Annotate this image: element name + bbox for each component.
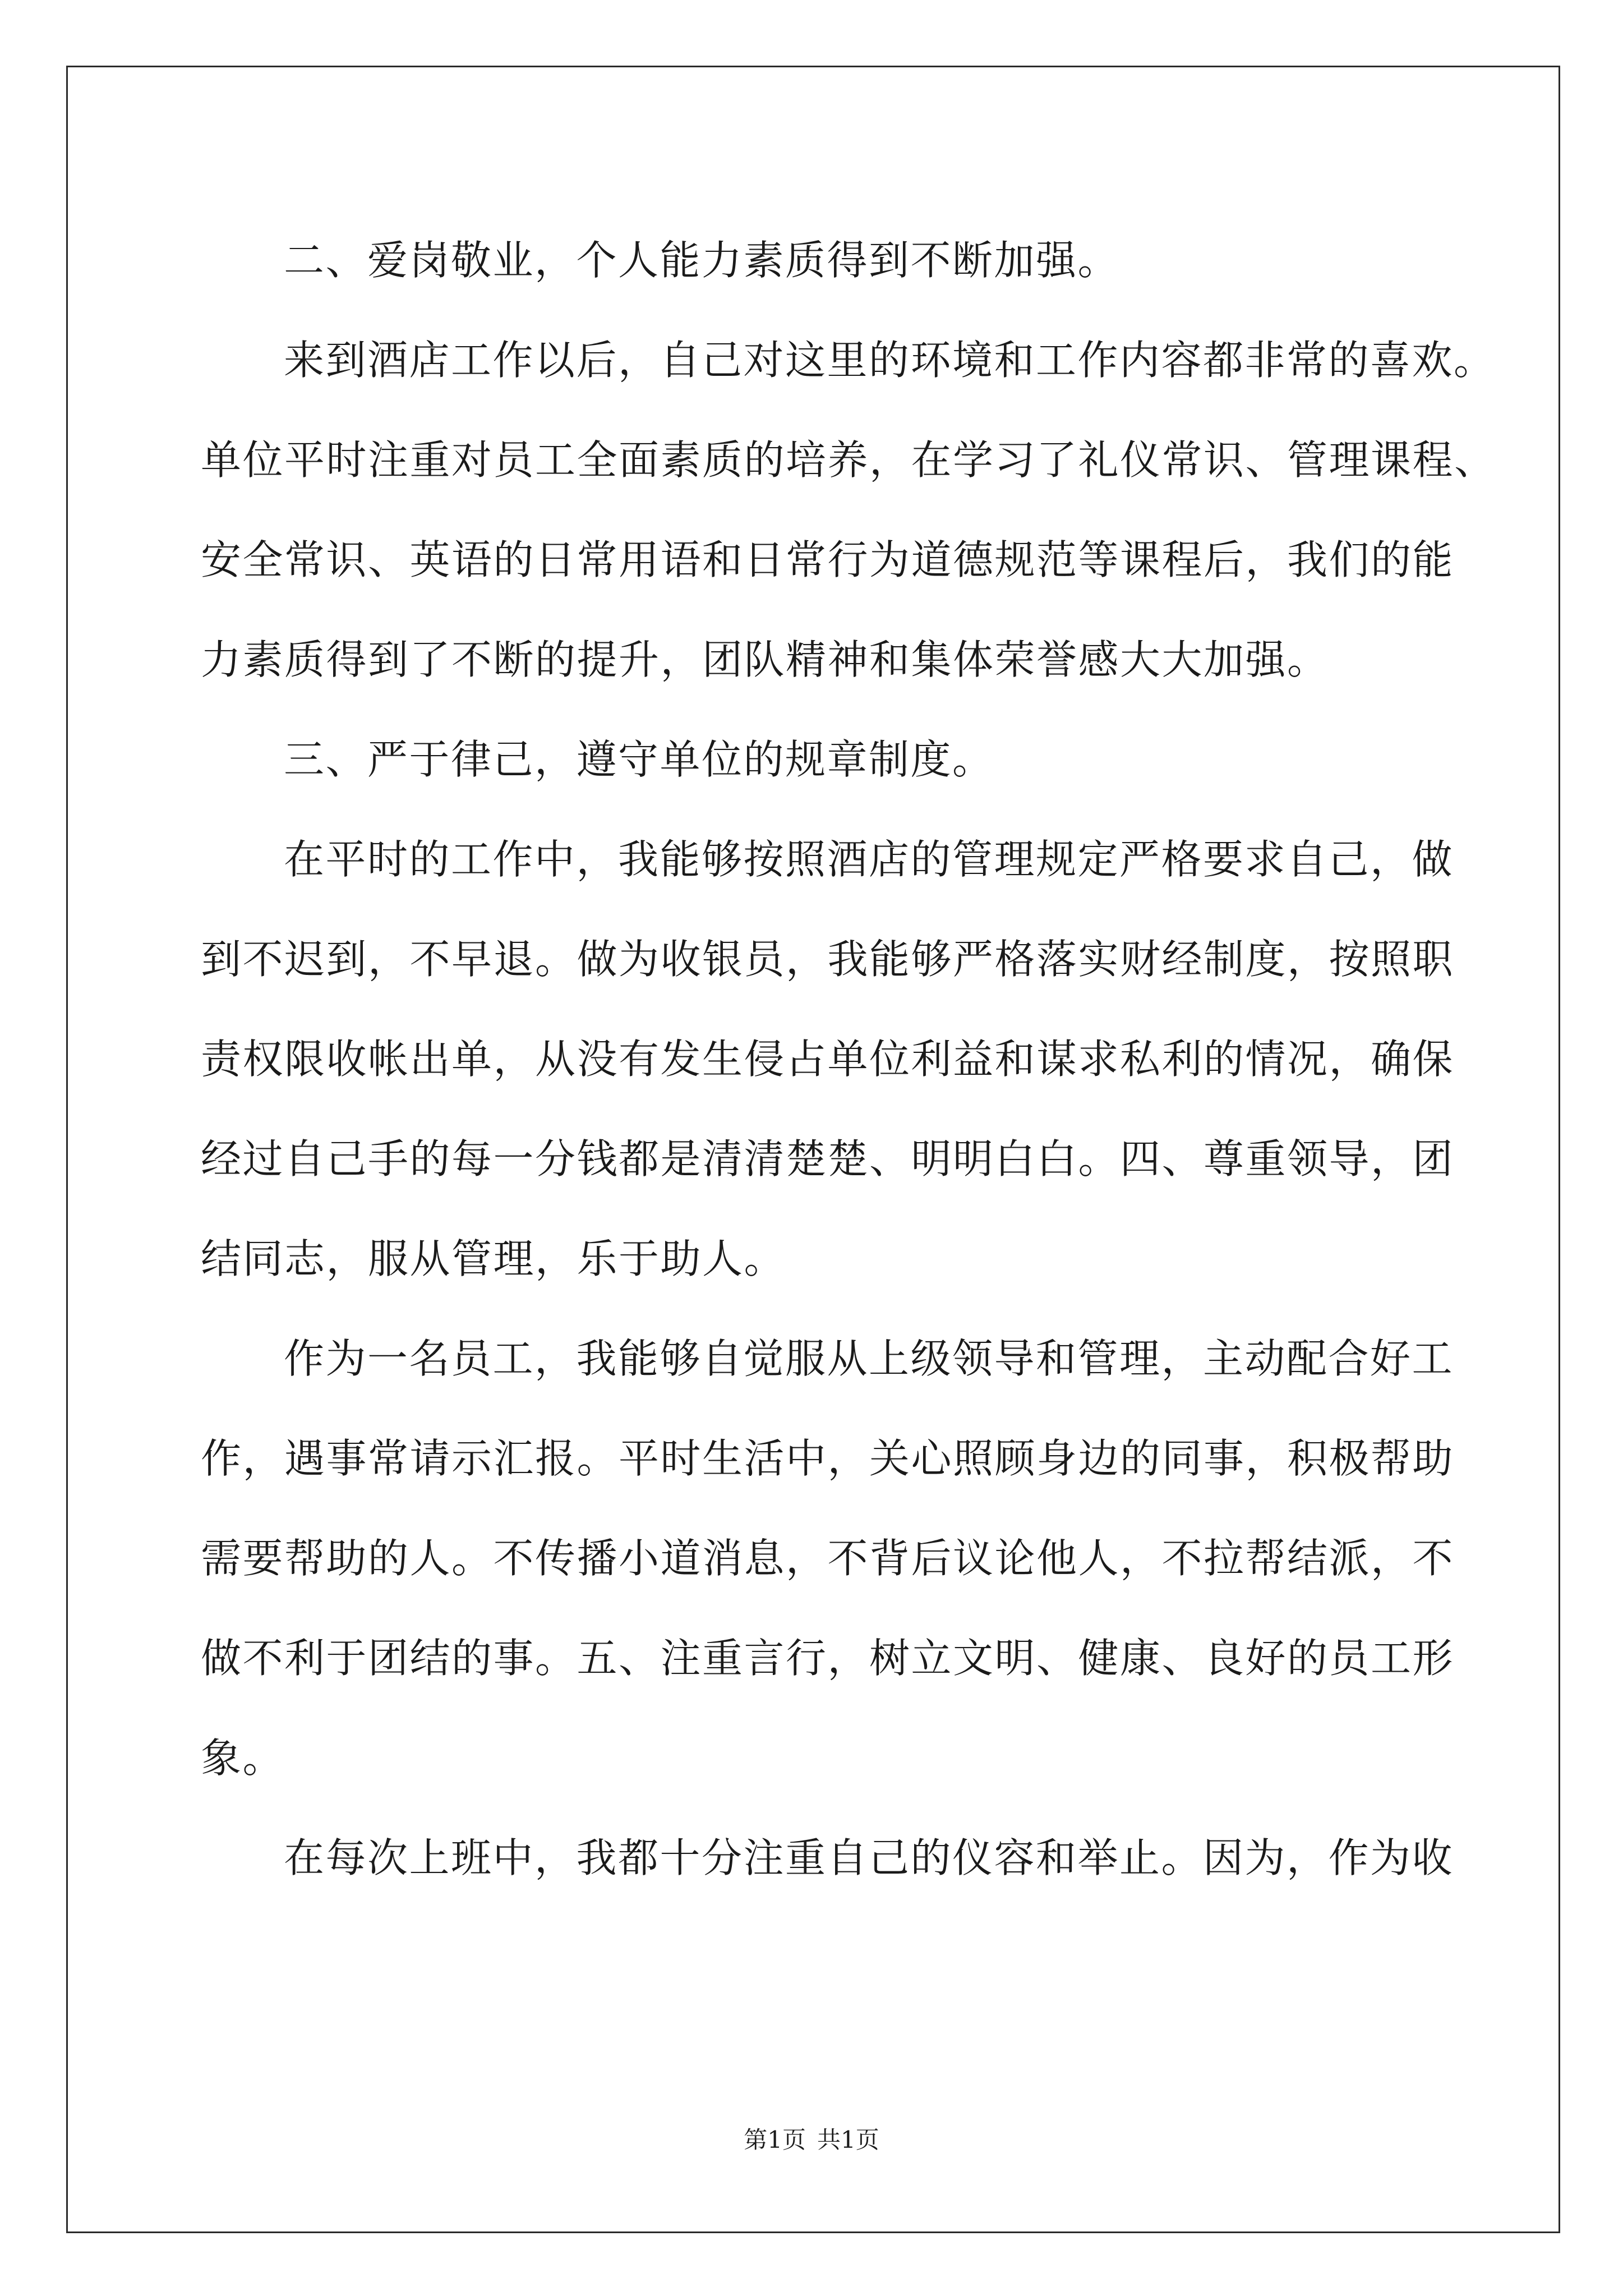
paragraph [201, 1309, 1455, 1808]
text-line: 三、严于律己，遵守单位的规章制度。 [284, 736, 994, 783]
text-line: 结同志，服从管理，乐于助人。 [201, 1235, 786, 1282]
text-line: 作为一名员工，我能够自觉服从上级领导和管理，主动配合好工 [284, 1335, 1454, 1382]
text-line: 单位平时注重对员工全面素质的培养，在学习了礼仪常识、管理课程、 [201, 436, 1496, 484]
text-line: 二、爱岗敬业，个人能力素质得到不断加强。 [284, 237, 1120, 284]
page-number: 第1页 [744, 2126, 806, 2154]
text-line: 在每次上班中，我都十分注重自己的仪容和举止。因为，作为收 [284, 1834, 1454, 1881]
paragraph [201, 809, 1455, 1309]
text-line: 安全常识、英语的日常用语和日常行为道德规范等课程后，我们的能 [201, 536, 1455, 583]
document-body [201, 210, 1496, 1908]
text-line: 需要帮助的人。不传播小道消息，不背后议论他人，不拉帮结派，不 [201, 1535, 1455, 1582]
paragraph-heading-3 [201, 710, 1422, 809]
paragraph-heading-2 [201, 210, 1422, 310]
text-line: 经过自己手的每一分钱都是清清楚楚、明明白白。四、尊重领导，团 [201, 1135, 1455, 1182]
text-line: 象。 [201, 1734, 285, 1782]
text-line: 作，遇事常请示汇报。平时生活中，关心照顾身边的同事，积极帮助 [201, 1435, 1455, 1482]
text-line: 力素质得到了不断的提升，团队精神和集体荣誉感大大加强。 [201, 636, 1329, 683]
text-line: 在平时的工作中，我能够按照酒店的管理规定严格要求自己，做 [284, 836, 1454, 883]
text-line: 来到酒店工作以后，自己对这里的环境和工作内容都非常的喜欢。 [284, 337, 1496, 384]
page-footer [0, 2123, 1623, 2157]
text-line: 责权限收帐出单，从没有发生侵占单位利益和谋求私利的情况，确保 [201, 1036, 1455, 1083]
paragraph [201, 1808, 1454, 1908]
text-line: 到不迟到，不早退。做为收银员，我能够严格落实财经制度，按照职 [201, 936, 1455, 983]
paragraph [201, 310, 1496, 710]
text-line: 做不利于团结的事。五、注重言行，树立文明、健康、良好的员工形 [201, 1635, 1455, 1682]
page-total: 共1页 [817, 2126, 879, 2154]
